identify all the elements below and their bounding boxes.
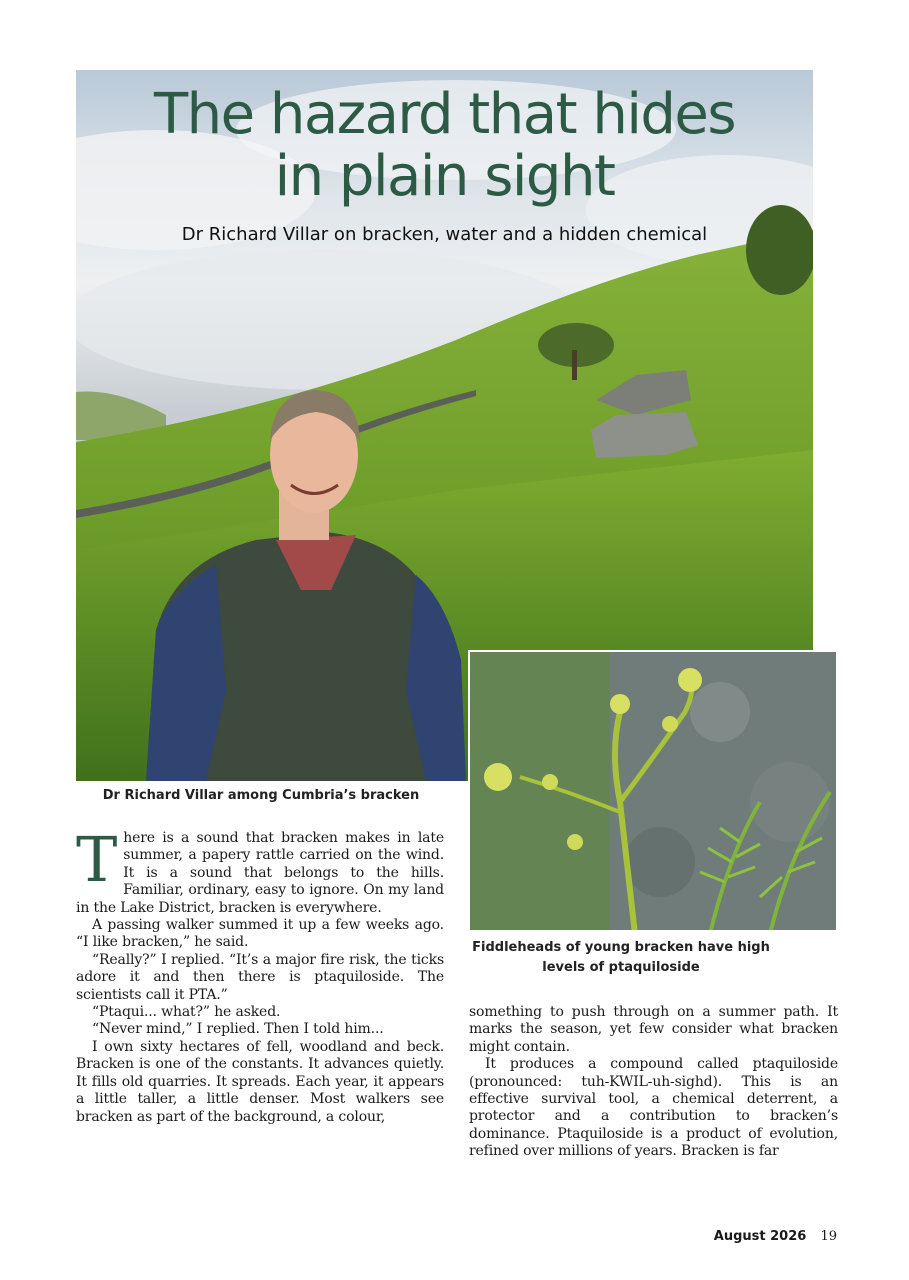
paragraph-3: “Really?” I replied. “It’s a major fire risk, the ticks adore it and then there is ptaquiloside. The scientists call it PTA.” <box>76 951 444 1003</box>
paragraph-7: It produces a compound called ptaquiloside (pronounced: tuh-KWIL-uh-sighd). This is an effective survival tool, a chemical deterrent, a protector and a contribution to bracken’s dominance. Ptaquiloside is a product of evolution, refined over millions of years. Bracken is far <box>469 1056 838 1160</box>
headline <box>76 84 813 208</box>
page-number: 19 <box>820 1229 837 1244</box>
paragraph-6: I own sixty hectares of fell, woodland and beck. Bracken is one of the constants. It advances quietly. It fills old quarries. It spreads. Each year, it appears a little taller, a little denser. Most walkers see bracken as part of the background, a colour, <box>76 1038 444 1125</box>
fiddlehead-illustration <box>470 652 838 932</box>
paragraph-6-continued: something to push through on a summer path. It marks the season, yet few consider what bracken might contain. <box>469 1004 838 1055</box>
fiddlehead-photo <box>468 650 838 932</box>
paragraph-1 <box>76 823 444 917</box>
standfirst: Dr Richard Villar on bracken, water and a hidden chemical <box>181 224 708 245</box>
headline-line-2: in plain sight <box>274 144 615 209</box>
drop-cap: T <box>76 823 118 896</box>
paragraph-2: A passing walker summed it up a few weeks ago. “I like bracken,” he said. <box>76 917 444 951</box>
paragraph-5: “Never mind,” I replied. Then I told him... <box>92 1021 384 1038</box>
page-footer <box>714 1229 837 1244</box>
headline-line-1: The hazard that hides <box>153 82 736 147</box>
issue-date: August 2026 <box>713 1229 807 1244</box>
body-column-right <box>469 1004 838 1161</box>
paragraph-4: “Ptaqui... what?” he asked. <box>92 1004 281 1021</box>
hero-caption: Dr Richard Villar among Cumbria’s bracken <box>102 788 420 803</box>
paragraph-1-text: here is a sound that bracken makes in late summer, a papery rattle carried on the wind. It is a sound that belongs to the hills. Familiar, ordinary, easy to ignore. On my land in the Lake District, bracken is everywhere. <box>76 830 444 916</box>
inset-caption: Fiddleheads of young bracken have high levels of ptaquiloside <box>472 940 770 975</box>
body-column-left <box>76 823 444 1126</box>
